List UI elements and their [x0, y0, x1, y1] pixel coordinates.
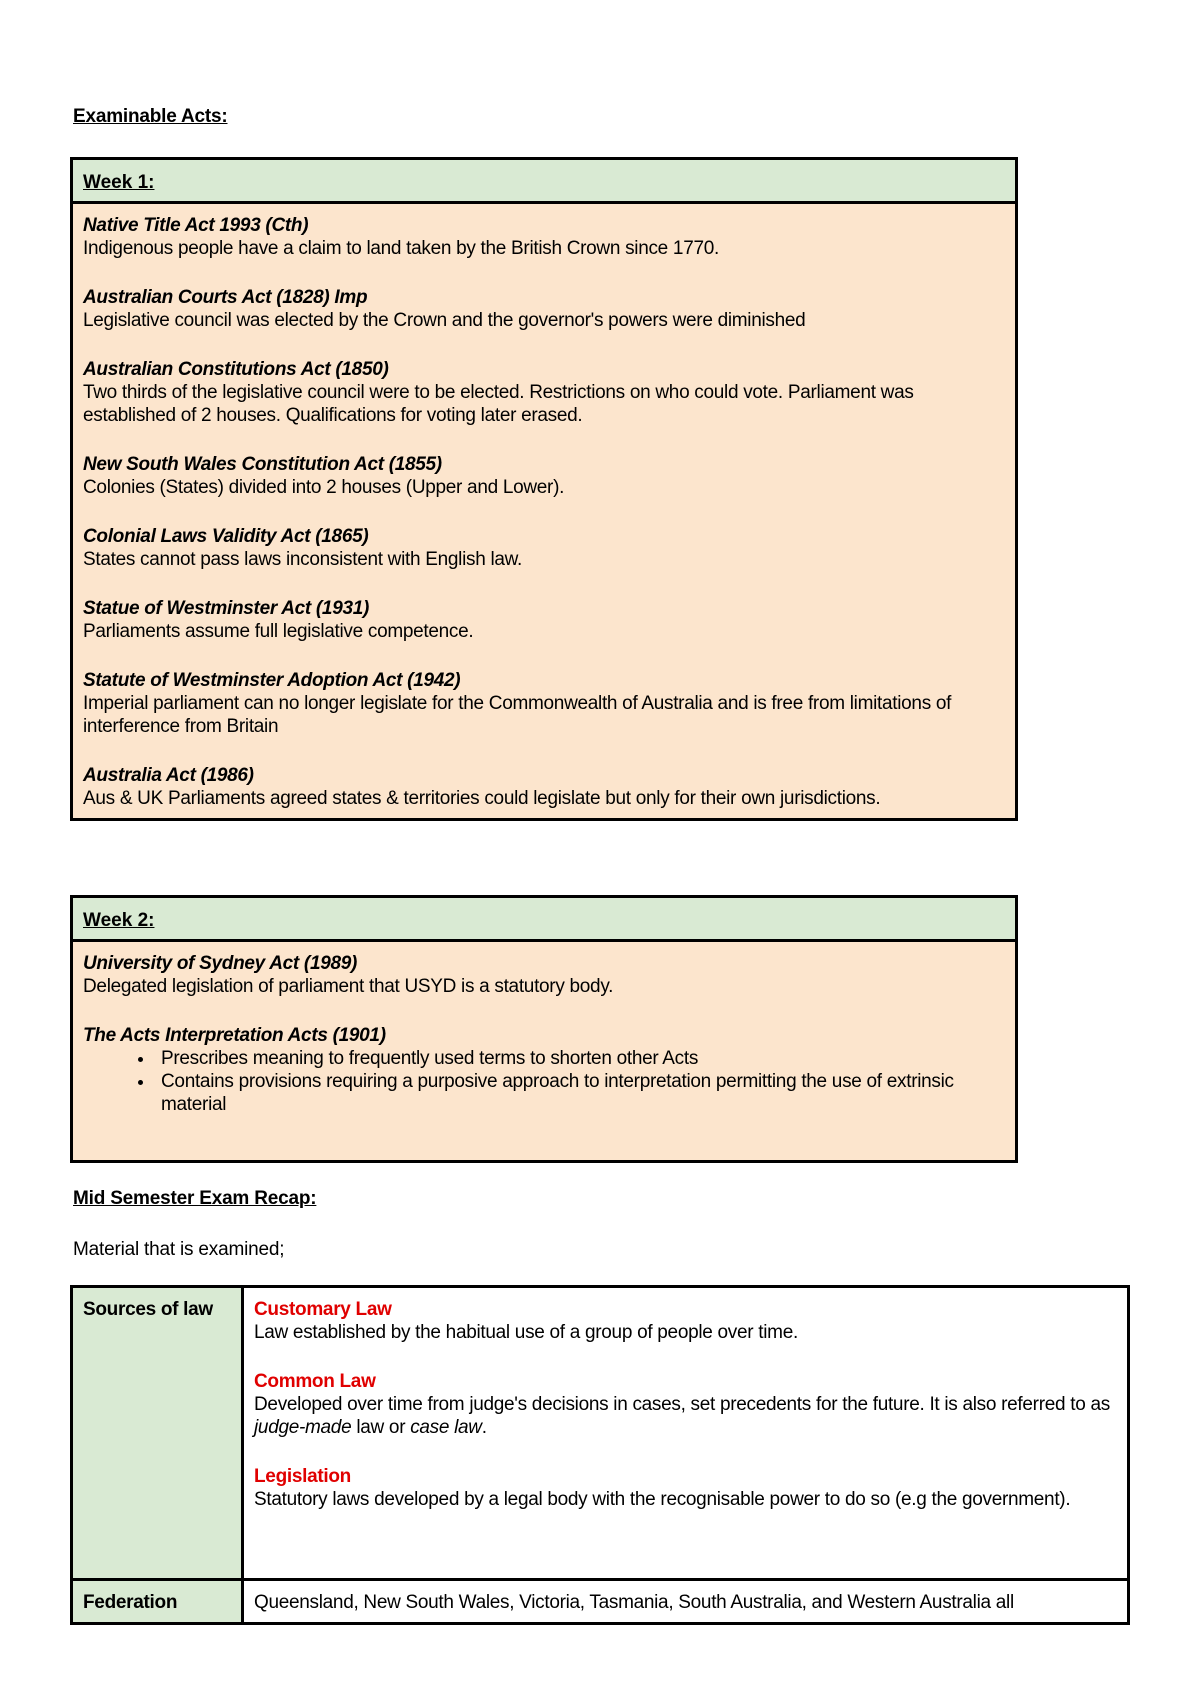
act-title: Australian Courts Act (1828) Imp	[83, 287, 368, 308]
week2-header: Week 2:	[73, 898, 1015, 942]
act-item	[83, 764, 1005, 810]
source-item	[254, 1465, 1117, 1511]
recap-heading: Mid Semester Exam Recap:	[73, 1188, 317, 1209]
text-span: law or	[351, 1417, 411, 1438]
source-item	[254, 1298, 1117, 1344]
act-item	[83, 525, 1005, 571]
examinable-acts-heading: Examinable Acts:	[73, 106, 228, 127]
week1-header: Week 1:	[73, 160, 1015, 204]
week2-box	[70, 895, 1018, 1163]
act-description: States cannot pass laws inconsistent with English law.	[83, 549, 522, 570]
act-title: University of Sydney Act (1989)	[83, 953, 358, 974]
source-title: Customary Law	[254, 1299, 392, 1320]
federation-label: Federation	[72, 1580, 243, 1624]
week1-body	[73, 204, 1015, 818]
table-row	[72, 1580, 1129, 1624]
act-item	[83, 669, 1005, 738]
act-item	[83, 952, 1005, 998]
act-description: Legislative council was elected by the Crown and the governor's powers were diminished	[83, 310, 806, 331]
act-title: The Acts Interpretation Acts (1901)	[83, 1025, 386, 1046]
act-title: Statue of Westminster Act (1931)	[83, 598, 370, 619]
act-item	[83, 214, 1005, 260]
act-title: New South Wales Constitution Act (1855)	[83, 454, 442, 475]
week2-body	[73, 942, 1015, 1160]
act-item	[83, 1024, 1005, 1116]
act-item	[83, 358, 1005, 427]
bullet-list	[83, 1047, 1005, 1116]
list-item: • Contains provisions requiring a purposive approach to interpretation permitting the use of extrinsic material	[155, 1070, 1005, 1116]
source-title: Common Law	[254, 1371, 376, 1392]
act-title: Native Title Act 1993 (Cth)	[83, 215, 309, 236]
act-item	[83, 597, 1005, 643]
list-item: • Prescribes meaning to frequently used terms to shorten other Acts	[155, 1047, 1005, 1070]
federation-content: Queensland, New South Wales, Victoria, Tasmania, South Australia, and Western Australia all	[243, 1580, 1129, 1624]
source-description	[254, 1393, 1117, 1439]
sources-label: Sources of law	[72, 1287, 243, 1580]
act-description: Indigenous people have a claim to land taken by the British Crown since 1770.	[83, 238, 719, 259]
recap-intro: Material that is examined;	[73, 1239, 285, 1260]
act-title: Australia Act (1986)	[83, 765, 254, 786]
act-description: Parliaments assume full legislative competence.	[83, 621, 474, 642]
source-description: Law established by the habitual use of a group of people over time.	[254, 1322, 798, 1343]
source-description: Statutory laws developed by a legal body with the recognisable power to do so (e.g the government).	[254, 1489, 1071, 1510]
text-span: .	[481, 1417, 487, 1438]
act-item	[83, 453, 1005, 499]
week1-box	[70, 157, 1018, 821]
act-description: Aus & UK Parliaments agreed states & territories could legislate but only for their own jurisdictions.	[83, 788, 881, 809]
text-span: Developed over time from judge's decisions in cases, set precedents for the future. It is also referred to as	[254, 1394, 1110, 1415]
act-title: Australian Constitutions Act (1850)	[83, 359, 389, 380]
act-title: Colonial Laws Validity Act (1865)	[83, 526, 369, 547]
source-title: Legislation	[254, 1466, 351, 1487]
act-description: Imperial parliament can no longer legislate for the Commonwealth of Australia and is free from limitations of interference from Britain	[83, 693, 952, 737]
table-row	[72, 1287, 1129, 1580]
source-item	[254, 1370, 1117, 1439]
act-description: Delegated legislation of parliament that USYD is a statutory body.	[83, 976, 614, 997]
act-description: Two thirds of the legislative council were to be elected. Restrictions on who could vote. Parliament was established of 2 houses. Qualifications for voting later erased.	[83, 382, 914, 426]
italic-term: case law	[410, 1417, 482, 1438]
act-item	[83, 286, 1005, 332]
recap-table	[70, 1285, 1130, 1625]
act-description: Colonies (States) divided into 2 houses (Upper and Lower).	[83, 477, 565, 498]
sources-content	[243, 1287, 1129, 1580]
italic-term: judge-made	[254, 1417, 352, 1438]
act-title: Statute of Westminster Adoption Act (1942)	[83, 670, 461, 691]
